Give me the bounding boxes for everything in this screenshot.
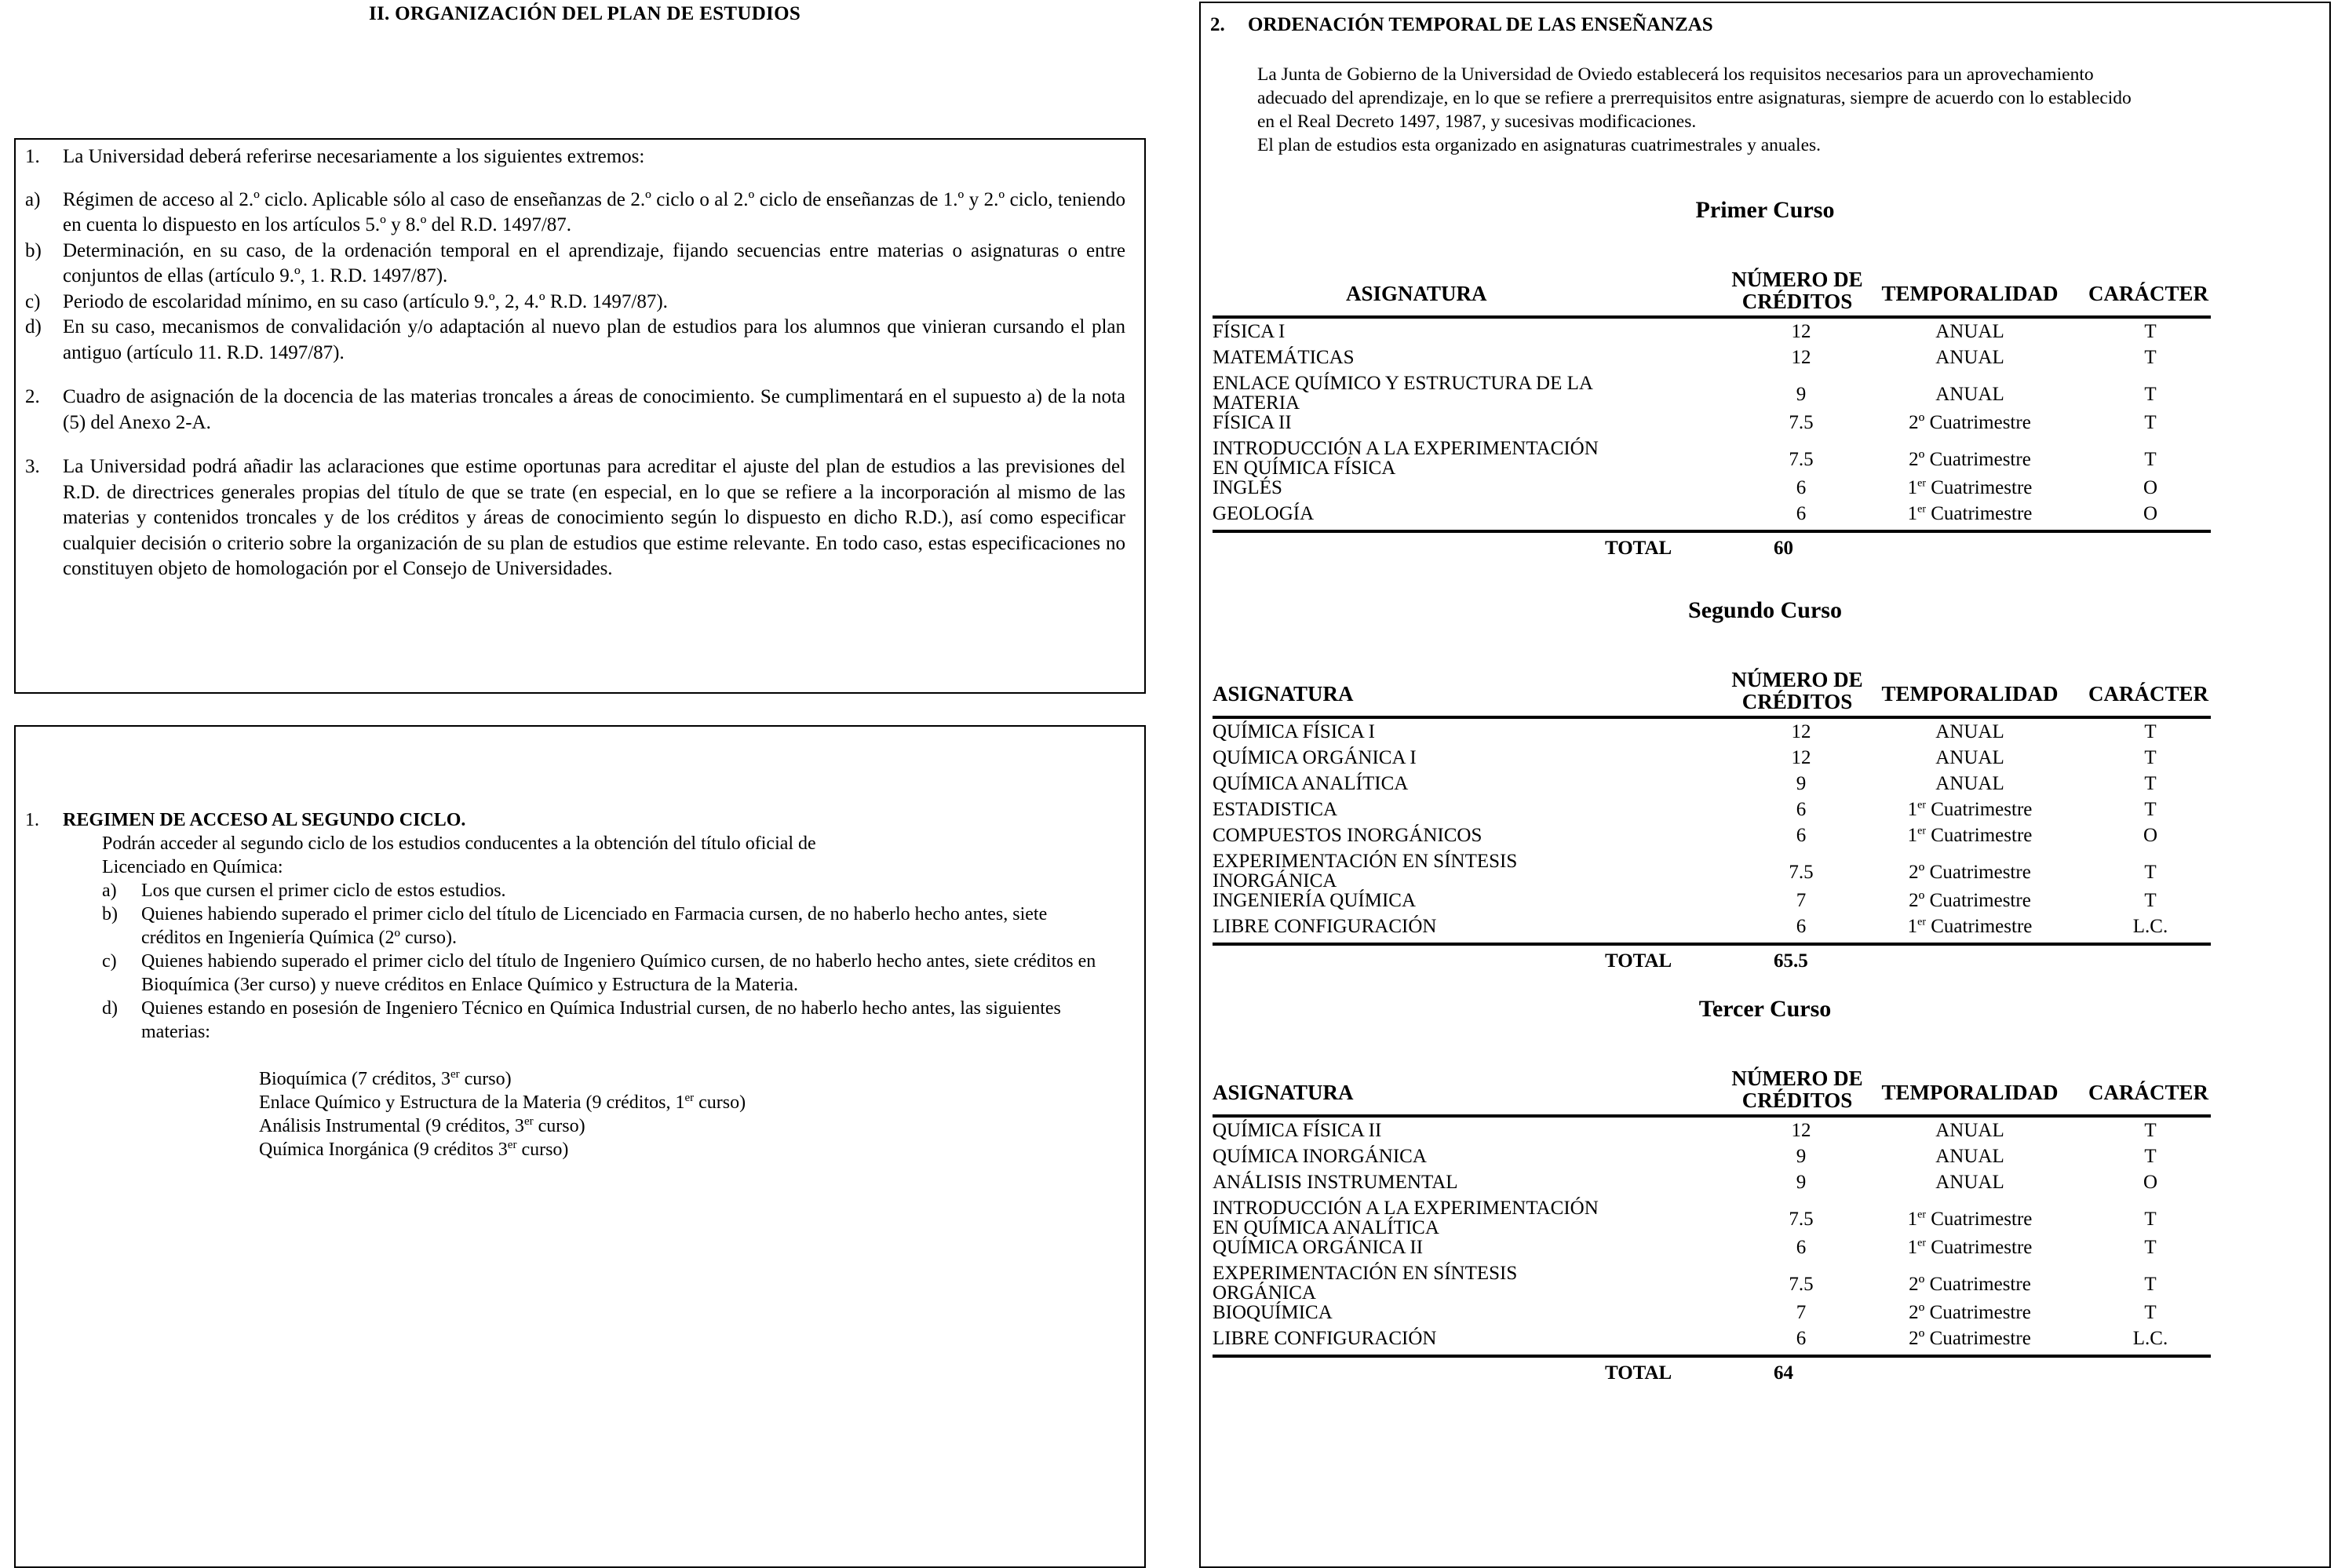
cell-temporalidad: ANUAL — [1935, 347, 2004, 368]
cell-creditos: 9 — [1796, 773, 1807, 794]
cell-caracter: O — [2143, 825, 2158, 846]
sub-letter: b) — [25, 239, 42, 261]
cell-asignatura: QUÍMICA FÍSICA I — [1213, 721, 1375, 742]
cell-asignatura: QUÍMICA ORGÁNICA I — [1213, 747, 1417, 768]
cell-creditos: 7.5 — [1789, 449, 1814, 470]
cell-caracter: O — [2143, 1172, 2158, 1193]
access-sub-a — [102, 879, 1121, 903]
access-sub-d — [102, 997, 1114, 1044]
table-header — [1213, 1047, 2211, 1118]
sub-text: Quienes habiendo superado el primer ciclo del título de Ingeniero Químico cursen, de no haberlo hecho antes, siete créditos en Bioquímica (3er curso) y nueve créditos en Enlace Químico y Estructura de la Materia. — [141, 951, 1096, 995]
page-title: II. ORGANIZACIÓN DEL PLAN DE ESTUDIOS — [368, 3, 801, 24]
cell-asignatura: ANÁLISIS INSTRUMENTAL — [1213, 1172, 1458, 1193]
header-temporalidad: TEMPORALIDAD — [1881, 1081, 2059, 1104]
section-number: 1. — [25, 810, 39, 830]
cell-asignatura: QUÍMICA ANALÍTICA — [1213, 773, 1409, 794]
cell-creditos: 12 — [1791, 1120, 1811, 1141]
sub-letter: c) — [25, 290, 41, 312]
cell-temporalidad: 2º Cuatrimestre — [1909, 1302, 2031, 1323]
cell-temporalidad: 1er Cuatrimestre — [1907, 477, 2033, 498]
cell-temporalidad: 1er Cuatrimestre — [1907, 825, 2033, 846]
sub-letter: c) — [102, 951, 117, 972]
access-intro-line-1: Podrán acceder al segundo ciclo de los estudios conducentes a la obtención del título oficial de — [102, 833, 816, 854]
table-row — [1213, 800, 2211, 826]
sub-text: Quienes habiendo superado el primer ciclo del título de Licenciado en Farmacia cursen, de no haberlo hecho antes, siete créditos en Ingeniería Química (2º curso). — [141, 904, 1048, 948]
header-caracter: CARÁCTER — [2088, 1081, 2208, 1104]
access-sub-c — [102, 950, 1099, 997]
cell-creditos: 7.5 — [1789, 1209, 1814, 1230]
table-row — [1213, 722, 2211, 748]
table-row — [1213, 413, 2211, 439]
cell-temporalidad: ANUAL — [1935, 773, 2004, 794]
cell-temporalidad: 1er Cuatrimestre — [1907, 1237, 2033, 1258]
cell-creditos: 7 — [1796, 890, 1807, 911]
cell-temporalidad: ANUAL — [1935, 721, 2004, 742]
cell-temporalidad: 1er Cuatrimestre — [1907, 799, 2033, 820]
cell-asignatura: ENLACE QUÍMICO Y ESTRUCTURA DE LA MATERIA — [1213, 373, 1593, 414]
total-label: TOTAL — [1605, 538, 1672, 559]
cell-caracter: T — [2144, 347, 2157, 368]
sub-letter: d) — [25, 316, 42, 337]
cell-temporalidad: 2º Cuatrimestre — [1909, 412, 2031, 433]
cell-creditos: 6 — [1796, 799, 1807, 820]
sub-text: Quienes estando en posesión de Ingeniero Técnico en Química Industrial cursen, de no haberlo hecho antes, las siguientes materias: — [141, 998, 1061, 1042]
table-row — [1213, 348, 2211, 374]
sub-letter: b) — [102, 904, 118, 924]
cell-asignatura: ESTADISTICA — [1213, 799, 1338, 820]
table-row — [1213, 504, 2211, 530]
total-row — [1213, 1358, 2211, 1386]
cell-asignatura: LIBRE CONFIGURACIÓN — [1213, 916, 1437, 937]
sub-text: Los que cursen el primer ciclo de estos estudios. — [141, 881, 506, 901]
table-row — [1213, 439, 2211, 478]
materia-item: Bioquímica (7 créditos, 3er curso) — [259, 1068, 512, 1089]
item-number: 3. — [25, 456, 40, 477]
access-sub-list — [22, 879, 1121, 1044]
cell-asignatura: INGENIERÍA QUÍMICA — [1213, 890, 1416, 911]
cell-caracter: T — [2144, 1120, 2157, 1141]
cell-creditos: 9 — [1796, 384, 1807, 405]
cell-caracter: T — [2144, 721, 2157, 742]
table-row — [1213, 1172, 2211, 1198]
item-number: 2. — [25, 386, 40, 407]
cell-temporalidad: 1er Cuatrimestre — [1907, 916, 2033, 937]
cell-asignatura: COMPUESTOS INORGÁNICOS — [1213, 825, 1482, 846]
section-heading: ORDENACIÓN TEMPORAL DE LAS ENSEÑANZAS — [1248, 14, 1713, 35]
access-regime-section — [22, 808, 1121, 1161]
requirement-item-2 — [22, 385, 1125, 436]
requirement-sub-a — [22, 188, 1125, 239]
cell-caracter: T — [2144, 1146, 2157, 1167]
requirement-item-1 — [22, 144, 1125, 170]
header-caracter: CARÁCTER — [2088, 282, 2208, 305]
header-temporalidad: TEMPORALIDAD — [1881, 282, 2059, 305]
cell-asignatura: INGLÉS — [1213, 477, 1282, 498]
cell-asignatura: QUÍMICA INORGÁNICA — [1213, 1146, 1427, 1167]
cell-asignatura: MATEMÁTICAS — [1213, 347, 1355, 368]
header-creditos: NÚMERO DE CRÉDITOS — [1731, 268, 1863, 314]
total-row — [1213, 946, 2211, 974]
cell-caracter: T — [2144, 1209, 2157, 1230]
course-title: Tercer Curso — [1698, 996, 1832, 1022]
cell-temporalidad: 2º Cuatrimestre — [1909, 862, 2031, 883]
cell-asignatura: FÍSICA II — [1213, 412, 1292, 433]
sub-letter: d) — [102, 998, 118, 1019]
cell-caracter: T — [2144, 747, 2157, 768]
header-asignatura: ASIGNATURA — [1213, 1081, 1354, 1104]
cell-creditos: 7 — [1796, 1302, 1807, 1323]
header-asignatura: ASIGNATURA — [1346, 282, 1487, 305]
table-row — [1213, 1264, 2211, 1303]
table-row — [1213, 1329, 2211, 1355]
paragraph-line: El plan de estudios esta organizado en asignaturas cuatrimestrales y anuales. — [1257, 135, 1822, 155]
header-caracter: CARÁCTER — [2088, 682, 2208, 706]
paragraph-line: adecuado del aprendizaje, en lo que se refiere a prerrequisitos entre asignaturas, siempre de acuerdo con lo establecido — [1257, 88, 2132, 108]
cell-temporalidad: 2º Cuatrimestre — [1909, 449, 2031, 470]
sub-text: Periodo de escolaridad mínimo, en su caso (artículo 9.º, 2, 4.º R.D. 1497/87). — [63, 290, 668, 312]
requirement-sub-b — [22, 239, 1125, 290]
cell-caracter: T — [2144, 890, 2157, 911]
cell-creditos: 7.5 — [1789, 1274, 1814, 1295]
cell-temporalidad: ANUAL — [1935, 321, 2004, 342]
requirement-sub-d — [22, 315, 1125, 366]
course-title: Primer Curso — [1695, 197, 1835, 223]
materias-list — [22, 1067, 1121, 1161]
cell-creditos: 12 — [1791, 747, 1811, 768]
cell-creditos: 6 — [1796, 1328, 1807, 1349]
cell-creditos: 6 — [1796, 916, 1807, 937]
table-row — [1213, 748, 2211, 774]
header-temporalidad: TEMPORALIDAD — [1881, 682, 2059, 706]
cell-temporalidad: 1er Cuatrimestre — [1907, 503, 2033, 524]
table-header — [1213, 248, 2211, 319]
cell-asignatura: EXPERIMENTACIÓN EN SÍNTESIS ORGÁNICA — [1213, 1263, 1518, 1304]
cell-asignatura: INTRODUCCIÓN A LA EXPERIMENTACIÓN EN QUÍMICA ANALÍTICA — [1213, 1198, 1599, 1238]
requirements-list — [22, 144, 1125, 582]
table-row — [1213, 774, 2211, 800]
cell-caracter: T — [2144, 384, 2157, 405]
table-row — [1213, 891, 2211, 917]
cell-caracter: T — [2144, 449, 2157, 470]
sub-text: Régimen de acceso al 2.º ciclo. Aplicable sólo al caso de enseñanzas de 2.º ciclo o al 2.º ciclo de enseñanzas de 1.º y 2.º ciclo, teniendo en cuenta lo dispuesto en los artículos 5.º y 8.º del R.D. 1497/87. — [63, 188, 1125, 235]
cell-creditos: 6 — [1796, 503, 1807, 524]
cell-temporalidad: ANUAL — [1935, 1172, 2004, 1193]
materia-item: Análisis Instrumental (9 créditos, 3er curso) — [259, 1115, 585, 1136]
requirement-item-3 — [22, 454, 1125, 582]
course-title: Segundo Curso — [1688, 597, 1842, 623]
cell-temporalidad: ANUAL — [1935, 384, 2004, 405]
section-number: 2. — [1210, 14, 1225, 35]
access-regime-box — [14, 725, 1146, 1568]
cell-caracter: O — [2143, 477, 2158, 498]
table-row — [1213, 322, 2211, 348]
table-row — [1213, 374, 2211, 413]
table-row — [1213, 1147, 2211, 1172]
cell-caracter: T — [2144, 1237, 2157, 1258]
sub-letter: a) — [25, 188, 41, 210]
cell-asignatura: QUÍMICA FÍSICA II — [1213, 1120, 1382, 1141]
cell-creditos: 6 — [1796, 825, 1807, 846]
paragraph-line: La Junta de Gobierno de la Universidad de Oviedo establecerá los requisitos necesarios para un aprovechamiento — [1257, 64, 2094, 85]
total-label: TOTAL — [1605, 950, 1672, 972]
section-heading: REGIMEN DE ACCESO AL SEGUNDO CICLO. — [63, 810, 466, 830]
cell-asignatura: EXPERIMENTACIÓN EN SÍNTESIS INORGÁNICA — [1213, 851, 1518, 892]
cell-temporalidad: 1er Cuatrimestre — [1907, 1209, 2033, 1230]
cell-caracter: T — [2144, 799, 2157, 820]
cell-caracter: O — [2143, 503, 2158, 524]
cell-temporalidad: 2º Cuatrimestre — [1909, 1274, 2031, 1295]
materia-item: Enlace Químico y Estructura de la Materia (9 créditos, 1er curso) — [259, 1092, 746, 1113]
cell-creditos: 7.5 — [1789, 862, 1814, 883]
item-number: 1. — [25, 146, 40, 167]
table-row — [1213, 1198, 2211, 1238]
cell-creditos: 9 — [1796, 1146, 1807, 1167]
cell-caracter: T — [2144, 773, 2157, 794]
total-value: 65.5 — [1774, 950, 1808, 972]
paragraph-line: en el Real Decreto 1497, 1987, y sucesivas modificaciones. — [1257, 111, 1697, 132]
cell-asignatura: LIBRE CONFIGURACIÓN — [1213, 1328, 1437, 1349]
materia-item: Química Inorgánica (9 créditos 3er curso) — [259, 1139, 569, 1160]
table-header — [1213, 648, 2211, 719]
cell-temporalidad: ANUAL — [1935, 1146, 2004, 1167]
course-table — [1213, 248, 2211, 561]
cell-asignatura: BIOQUÍMICA — [1213, 1302, 1333, 1323]
cell-asignatura: QUÍMICA ORGÁNICA II — [1213, 1237, 1424, 1258]
total-value: 60 — [1774, 538, 1793, 559]
course-table — [1213, 648, 2211, 974]
total-value: 64 — [1774, 1362, 1793, 1384]
item-text: Cuadro de asignación de la docencia de las materias troncales a áreas de conocimiento. Se cumplimentará en el supuesto a) de la nota (5) del Anexo 2-A. — [63, 386, 1125, 433]
cell-caracter: L.C. — [2132, 916, 2168, 937]
cell-temporalidad: 2º Cuatrimestre — [1909, 890, 2031, 911]
cell-creditos: 6 — [1796, 1237, 1807, 1258]
temporal-order-box — [1199, 2, 2331, 1568]
cell-caracter: T — [2144, 862, 2157, 883]
course-table — [1213, 1047, 2211, 1386]
cell-temporalidad: 2º Cuatrimestre — [1909, 1328, 2031, 1349]
cell-caracter: T — [2144, 412, 2157, 433]
cell-asignatura: GEOLOGÍA — [1213, 503, 1315, 524]
cell-creditos: 12 — [1791, 721, 1811, 742]
access-sub-b — [102, 903, 1099, 950]
cell-creditos: 9 — [1796, 1172, 1807, 1193]
cell-caracter: T — [2144, 321, 2157, 342]
header-asignatura: ASIGNATURA — [1213, 682, 1354, 706]
requirement-sub-c — [22, 290, 1125, 315]
table-row — [1213, 1121, 2211, 1147]
requirements-box — [14, 138, 1146, 694]
cell-creditos: 7.5 — [1789, 412, 1814, 433]
cell-temporalidad: ANUAL — [1935, 747, 2004, 768]
item-text: La Universidad deberá referirse necesariamente a los siguientes extremos: — [63, 146, 645, 167]
access-intro-line-2: Licenciado en Química: — [102, 857, 283, 877]
total-row — [1213, 533, 2211, 561]
temporal-order-paragraph — [1257, 63, 2325, 157]
item-text: La Universidad podrá añadir las aclaraciones que estime oportunas para acreditar el ajuste del plan de estudios a las previsiones del R.D. de directrices generales propias del título de que se trate (en especial, en lo que se refiere a la incorporación al mismo de las materias y contenidos troncales y de los créditos y áreas de conocimiento según lo dispuesto en dicho R.D.), así como especificar cualquier decisión o criterio sobre la organización de su plan de estudios que estime relevante. En todo caso, estas especificaciones no constituyen objeto de homologación por el Consejo de Universidades. — [63, 456, 1125, 579]
cell-asignatura: FÍSICA I — [1213, 321, 1286, 342]
total-label: TOTAL — [1605, 1362, 1672, 1384]
sub-letter: a) — [102, 881, 117, 901]
table-row — [1213, 1238, 2211, 1264]
table-row — [1213, 478, 2211, 504]
header-creditos: NÚMERO DE CRÉDITOS — [1731, 1067, 1863, 1113]
cell-creditos: 6 — [1796, 477, 1807, 498]
table-row — [1213, 826, 2211, 851]
table-row — [1213, 851, 2211, 891]
sub-text: En su caso, mecanismos de convalidación y/o adaptación al nuevo plan de estudios para los alumnos que vinieran cursando el plan antiguo (artículo 11. R.D. 1497/87). — [63, 316, 1125, 363]
cell-creditos: 12 — [1791, 321, 1811, 342]
header-creditos: NÚMERO DE CRÉDITOS — [1731, 668, 1863, 714]
table-row — [1213, 917, 2211, 943]
cell-caracter: L.C. — [2132, 1328, 2168, 1349]
cell-asignatura: INTRODUCCIÓN A LA EXPERIMENTACIÓN EN QUÍMICA FÍSICA — [1213, 438, 1599, 479]
cell-creditos: 12 — [1791, 347, 1811, 368]
access-heading-row — [22, 808, 1121, 832]
cell-temporalidad: ANUAL — [1935, 1120, 2004, 1141]
cell-caracter: T — [2144, 1302, 2157, 1323]
table-row — [1213, 1303, 2211, 1329]
sub-text: Determinación, en su caso, de la ordenación temporal en el aprendizaje, fijando secuencias entre materias o asignaturas o entre conjuntos de ellas (artículo 9.º, 1. R.D. 1497/87). — [63, 239, 1125, 286]
cell-caracter: T — [2144, 1274, 2157, 1295]
